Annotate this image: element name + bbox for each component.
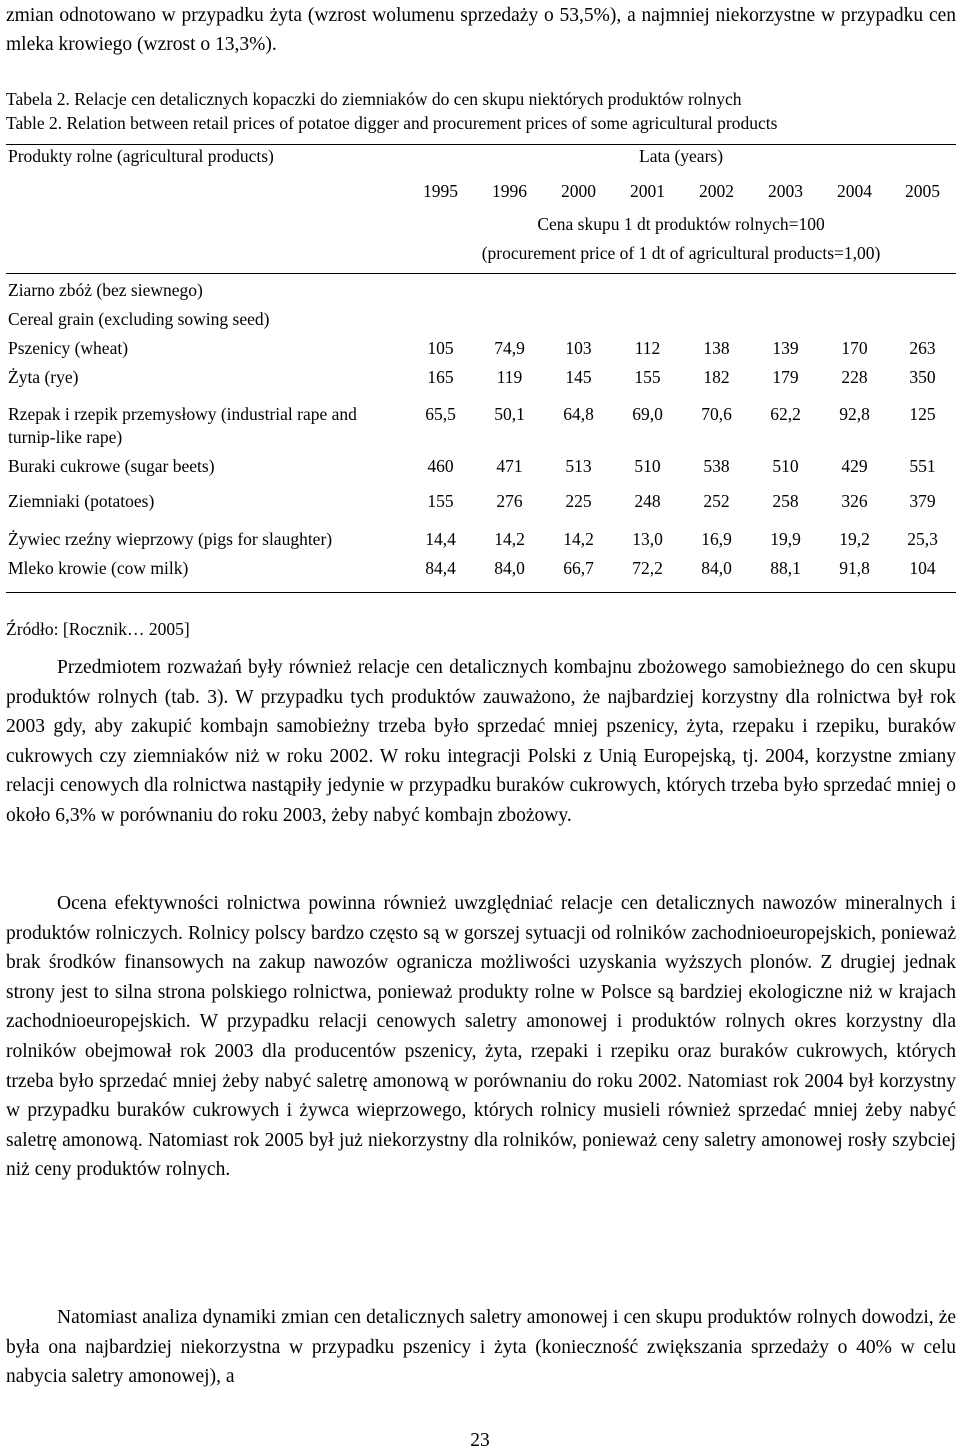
year-header: 2002 [699, 181, 734, 201]
row-label: Ziemniaki (potatoes) [8, 491, 155, 511]
page-number: 23 [470, 1430, 490, 1451]
year-header: 2004 [837, 181, 872, 201]
note-row [6, 213, 956, 274]
cell-value: 16,9 [701, 529, 732, 549]
table-row [6, 366, 956, 395]
cell-value: 72,2 [613, 557, 682, 593]
cell-value: 119 [496, 367, 523, 387]
group-label-en: Cereal grain (excluding sowing seed) [8, 309, 270, 329]
cell-value: 84,0 [475, 557, 544, 593]
cell-value: 105 [427, 338, 454, 358]
cell-value: 50,1 [494, 404, 525, 424]
cell-value: 170 [841, 338, 868, 358]
cell-value: 145 [565, 367, 592, 387]
year-header: 1995 [423, 181, 458, 201]
price-note-line-1: Cena skupu 1 dt produktów rolnych=100 [537, 214, 825, 234]
intro-text: zmian odnotowano w przypadku żyta (wzrost wolumenu sprzedaży o 53,5%), a najmniej niekorzystne w przypadku cen mleka krowiego (wzrost o 13,3%). [6, 5, 956, 55]
cell-value: 155 [634, 367, 661, 387]
table-row [6, 490, 956, 525]
cell-value: 258 [772, 491, 799, 511]
cell-value: 125 [909, 404, 936, 424]
cell-value: 112 [634, 338, 661, 358]
cell-value: 179 [772, 367, 799, 387]
cell-value: 350 [909, 367, 936, 387]
table-caption-pl: Tabela 2. Relacje cen detalicznych kopaczki do ziemniaków do cen skupu niektórych produktów rolnych [6, 89, 742, 109]
cell-value: 14,4 [425, 529, 456, 549]
body-paragraph: Ocena efektywności rolnictwa powinna również uwzględniać relacje cen detalicznych nawozów mineralnych i produktów rolniczych. Rolnicy polscy bardzo często są w gorszej sytuacji od rolników zachodnioeuropejskich, ponieważ brak środków finansowych na zakup nawozów ogranicza możliwości uzyskania wyższych plonów. Z drugiej jednak strony jest to silna strona polskiego rolnictwa, ponieważ produkty rolne w Polsce są bardziej ekologiczne niż w krajach zachodnioeuropejskich. W przypadku relacji cenowych saletry amonowej i produktów rolnych okres korzystny dla rolników obejmował rok 2003 dla producentów pszenicy, żyta, rzepaki i rzepiku oraz buraków cukrowych, których trzeba było sprzedać mniej żeby nabyć saletrę amonową w porównaniu do roku 2002. Natomiast rok 2004 był korzystny w przypadku buraków cukrowych i żywca wieprzowego, których rolnicy musieli również sprzedać mniej żeby nabyć saletrę amonową. Natomiast rok 2005 był już niekorzystny dla rolników, ponieważ ceny saletry amonowej rosły szybciej niż ceny produktów rolnych. [6, 893, 956, 1181]
cell-value: 139 [772, 338, 799, 358]
row-label: Pszenicy (wheat) [8, 338, 129, 358]
years-row [6, 180, 956, 213]
cell-value: 88,1 [751, 557, 820, 593]
table-row [6, 557, 956, 593]
cell-value: 92,8 [839, 404, 870, 424]
column-header-products: Produkty rolne (agricultural products) [6, 145, 406, 181]
cell-value: 182 [703, 367, 730, 387]
cell-value: 551 [909, 456, 936, 476]
empty-cell [6, 180, 406, 213]
price-note-line-2: (procurement price of 1 dt of agricultural products=1,00) [481, 243, 881, 263]
cell-value: 84,0 [682, 557, 751, 593]
price-relation-table [6, 144, 956, 593]
cell-value: 69,0 [632, 404, 663, 424]
empty-cell [6, 213, 406, 274]
row-label: Mleko krowie (cow milk) [6, 557, 406, 593]
cell-value: 70,6 [701, 404, 732, 424]
price-note [406, 213, 956, 274]
cell-value: 65,5 [425, 404, 456, 424]
body-paragraph: Natomiast analiza dynamiki zmian cen detalicznych saletry amonowej i cen skupu produktów rolnych dowodzi, że była ona najbardziej niekorzystna w przypadku pszenicy i żyta (konieczność zwiększania sprzedaży o 40% w celu nabycia saletry amonowej), a [6, 1307, 956, 1388]
group-row [6, 308, 956, 337]
cell-value: 429 [841, 456, 868, 476]
row-label: Buraki cukrowe (sugar beets) [8, 456, 215, 476]
group-label-pl: Ziarno zbóż (bez siewnego) [8, 280, 203, 300]
cell-value: 91,8 [820, 557, 889, 593]
year-header: 1996 [492, 181, 527, 201]
cell-value: 471 [496, 456, 523, 476]
column-header-years: Lata (years) [406, 145, 956, 181]
cell-value: 248 [634, 491, 661, 511]
cell-value: 538 [703, 456, 730, 476]
cell-value: 138 [703, 338, 730, 358]
row-label: Żyta (rye) [8, 367, 79, 387]
table-source: Źródło: [Rocznik… 2005] [6, 619, 190, 639]
table-row [6, 395, 956, 455]
row-label: Rzepak i rzepik przemysłowy (industrial rape and turnip-like rape) [8, 404, 357, 447]
cell-value: 460 [427, 456, 454, 476]
cell-value: 19,9 [770, 529, 801, 549]
cell-value: 252 [703, 491, 730, 511]
cell-value: 84,4 [406, 557, 475, 593]
cell-value: 155 [427, 491, 454, 511]
cell-value: 66,7 [544, 557, 613, 593]
cell-value: 513 [565, 456, 592, 476]
year-header: 2003 [768, 181, 803, 201]
table-row [6, 455, 956, 490]
cell-value: 379 [909, 491, 936, 511]
table-header-row [6, 145, 956, 181]
table-row [6, 525, 956, 557]
year-header: 2001 [630, 181, 665, 201]
cell-value: 103 [565, 338, 592, 358]
cell-value: 74,9 [494, 338, 525, 358]
cell-value: 104 [889, 557, 956, 593]
cell-value: 19,2 [839, 529, 870, 549]
cell-value: 228 [841, 367, 868, 387]
cell-value: 510 [772, 456, 799, 476]
table-row [6, 337, 956, 366]
cell-value: 13,0 [632, 529, 663, 549]
group-row [6, 274, 956, 309]
cell-value: 62,2 [770, 404, 801, 424]
cell-value: 64,8 [563, 404, 594, 424]
cell-value: 225 [565, 491, 592, 511]
cell-value: 14,2 [563, 529, 594, 549]
cell-value: 510 [634, 456, 661, 476]
cell-value: 326 [841, 491, 868, 511]
cell-value: 14,2 [494, 529, 525, 549]
cell-value: 263 [909, 338, 936, 358]
table-caption-en: Table 2. Relation between retail prices of potatoe digger and procurement prices of some agricultural products [6, 113, 778, 133]
year-header: 2000 [561, 181, 596, 201]
cell-value: 165 [427, 367, 454, 387]
cell-value: 25,3 [907, 529, 938, 549]
body-paragraph: Przedmiotem rozważań były również relacje cen detalicznych kombajnu zbożowego samobieżnego do cen skupu produktów rolnych (tab. 3). W przypadku tych produktów zauważono, że najbardziej korzystny dla rolnictwa był rok 2003 gdy, aby zakupić kombajn samobieżny trzeba było sprzedać mniej pszenicy, żyta, rzepaku i rzepiku, buraków cukrowych czy ziemniaków niż w roku 2002. W roku integracji Polski z Unią Europejską, tj. 2004, korzystne zmiany relacji cenowych dla rolnictwa nastąpiły jedynie w przypadku buraków cukrowych, których trzeba było sprzedać mniej o około 6,3% w porównaniu do roku 2003, żeby nabyć kombajn zbożowy. [6, 657, 956, 826]
row-label: Żywiec rzeźny wieprzowy (pigs for slaughter) [8, 529, 333, 549]
year-header: 2005 [905, 181, 941, 201]
cell-value: 276 [496, 491, 523, 511]
